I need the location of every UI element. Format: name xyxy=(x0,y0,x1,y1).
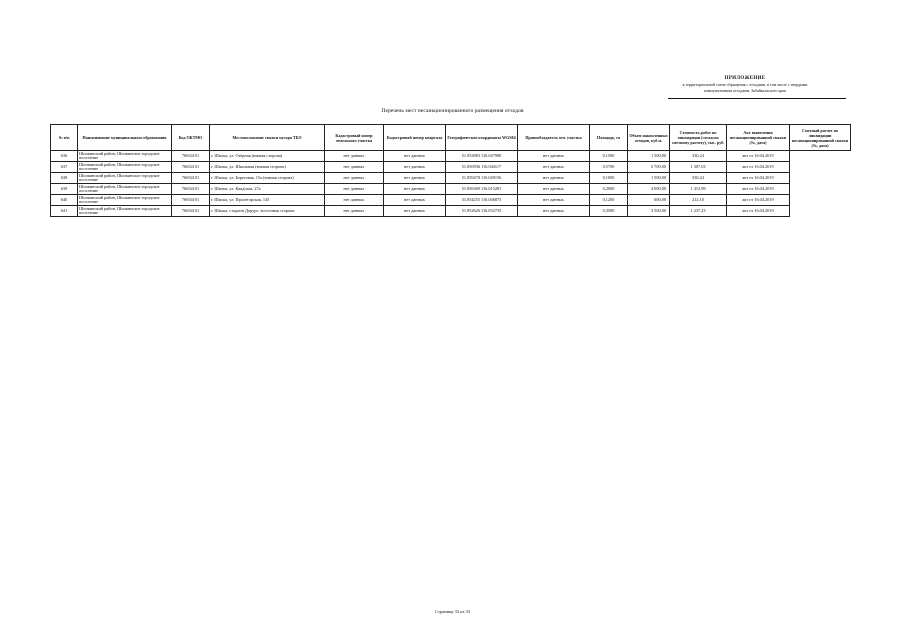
cell-oktmo: 76654101 xyxy=(172,195,210,206)
cell-cost: 330,24 xyxy=(670,151,727,162)
cell-coordinates: 51.852626 116.032735 xyxy=(446,206,518,217)
cell-area: 0,5700 xyxy=(590,162,628,173)
table-row xyxy=(51,151,851,162)
cell-act: акт от 16.04.2019 xyxy=(727,184,790,195)
cell-num: 641 xyxy=(51,206,78,217)
table-row xyxy=(51,184,851,195)
cell-cost: 1 307,03 xyxy=(670,162,727,173)
cell-volume: 3 500,00 xyxy=(628,206,670,217)
cell-owner: нет данных xyxy=(518,151,590,162)
cell-act: акт от 16.04.2019 xyxy=(727,151,790,162)
cell-estimate xyxy=(790,184,851,195)
cell-cadastral-quarter: нет данных xyxy=(384,162,446,173)
cell-location: г. Шилка, ул. Озёрная (южная сторона) xyxy=(210,151,325,162)
cell-cost: 1 237,23 xyxy=(670,206,727,217)
column-header: Местоположение свалки мусора ТБО xyxy=(210,125,325,151)
dumps-table xyxy=(50,124,851,217)
cell-owner: нет данных xyxy=(518,184,590,195)
column-header: Правообладатель зем. участка xyxy=(518,125,590,151)
appendix-rule xyxy=(668,98,846,99)
cell-owner: нет данных xyxy=(518,173,590,184)
cell-municipality: Шилкинский район, Шилкинское городское поселение xyxy=(78,184,172,195)
cell-estimate xyxy=(790,162,851,173)
column-header: Кадастровый номер квартала xyxy=(384,125,446,151)
cell-act: акт от 16.04.2019 xyxy=(727,173,790,184)
cell-location: г. Шилка, стадион Дорурс, восточная сторона xyxy=(210,206,325,217)
column-header: Стоимость работ по ликвидации (согласно сметному расчету), тыс. руб. xyxy=(670,125,727,151)
cell-volume: 600,00 xyxy=(628,195,670,206)
cell-location: г. Шилка, ул. Каядская, 27а xyxy=(210,184,325,195)
appendix-heading: ПРИЛОЖЕНИЕ xyxy=(724,76,766,81)
cell-location: г. Шилка, ул. Пролетарская, 145 xyxy=(210,195,325,206)
cell-estimate xyxy=(790,173,851,184)
cell-estimate xyxy=(790,206,851,217)
cell-num: 636 xyxy=(51,151,78,162)
cell-coordinates: 51.833883 116.047980 xyxy=(446,151,518,162)
cell-volume: 5 700,00 xyxy=(628,162,670,173)
cell-cadastral-land: нет данных xyxy=(325,173,384,184)
cell-estimate xyxy=(790,195,851,206)
table-header-row xyxy=(51,125,851,151)
cell-municipality: Шилкинский район, Шилкинское городское поселение xyxy=(78,206,172,217)
cell-cadastral-land: нет данных xyxy=(325,151,384,162)
cell-cadastral-land: нет данных xyxy=(325,195,384,206)
column-header: Код ОКТМО xyxy=(172,125,210,151)
cell-owner: нет данных xyxy=(518,195,590,206)
cell-cadastral-quarter: нет данных xyxy=(384,195,446,206)
cell-volume: 1 500,00 xyxy=(628,173,670,184)
cell-area: 0,1000 xyxy=(590,173,628,184)
cell-oktmo: 76654101 xyxy=(172,184,210,195)
cell-location: г. Шилка, ул. Школьная (южная сторона) xyxy=(210,162,325,173)
cell-area: 0,1500 xyxy=(590,151,628,162)
cell-area: 0,3500 xyxy=(590,206,628,217)
appendix-block xyxy=(640,76,850,94)
cell-municipality: Шилкинский район, Шилкинское городское поселение xyxy=(78,151,172,162)
column-header: Географические координаты WGS84 xyxy=(446,125,518,151)
cell-cadastral-quarter: нет данных xyxy=(384,206,446,217)
document-title: Перечень мест несанкционированного размещения отходов xyxy=(381,108,524,114)
cell-num: 640 xyxy=(51,195,78,206)
cell-coordinates: 51.856369 116.015281 xyxy=(446,184,518,195)
cell-act: акт от 16.04.2019 xyxy=(727,195,790,206)
cell-volume: 4 000,00 xyxy=(628,184,670,195)
page-footer: Страница 33 из 33 xyxy=(435,609,470,614)
column-header: Сметный расчет по ликвидации несанкционированной свалки (№, дата) xyxy=(790,125,851,151)
column-header: № п/п xyxy=(51,125,78,151)
cell-municipality: Шилкинский район, Шилкинское городское поселение xyxy=(78,173,172,184)
table-row xyxy=(51,162,851,173)
cell-cadastral-quarter: нет данных xyxy=(384,184,446,195)
cell-municipality: Шилкинский район, Шилкинское городское поселение xyxy=(78,162,172,173)
cell-cadastral-land: нет данных xyxy=(325,162,384,173)
cell-estimate xyxy=(790,151,851,162)
cell-num: 638 xyxy=(51,173,78,184)
table-row xyxy=(51,173,851,184)
cell-cost: 330,24 xyxy=(670,173,727,184)
cell-oktmo: 76654101 xyxy=(172,173,210,184)
cell-oktmo: 76654101 xyxy=(172,162,210,173)
cell-oktmo: 76654101 xyxy=(172,151,210,162)
cell-act: акт от 16.04.2019 xyxy=(727,206,790,217)
cell-num: 639 xyxy=(51,184,78,195)
cell-owner: нет данных xyxy=(518,206,590,217)
cell-area: 0,2000 xyxy=(590,184,628,195)
cell-municipality: Шилкинский район, Шилкинское городское поселение xyxy=(78,195,172,206)
cell-cost: 1 413,98 xyxy=(670,184,727,195)
cell-oktmo: 76654101 xyxy=(172,206,210,217)
cell-owner: нет данных xyxy=(518,162,590,173)
cell-location: г. Шилка, ул. Береговая, 15а (южная сторона) xyxy=(210,173,325,184)
cell-coordinates: 51.830936 116.044117 xyxy=(446,162,518,173)
cell-num: 637 xyxy=(51,162,78,173)
appendix-line-2: коммунальными отходами, Забайкальского края xyxy=(704,88,786,93)
cell-cadastral-quarter: нет данных xyxy=(384,151,446,162)
appendix-line-1: к территориальной схеме обращения с отходами, в том числе с твердыми xyxy=(682,82,808,87)
column-header: Акт выявления несанкционированной свалки (№, дата) xyxy=(727,125,790,151)
cell-area: 0,1200 xyxy=(590,195,628,206)
column-header: Наименование муниципального образования xyxy=(78,125,172,151)
column-header: Кадастровый номер земельного участка xyxy=(325,125,384,151)
table-row xyxy=(51,195,851,206)
cell-cadastral-land: нет данных xyxy=(325,184,384,195)
cell-act: акт от 16.04.2019 xyxy=(727,162,790,173)
table-row xyxy=(51,206,851,217)
cell-cadastral-land: нет данных xyxy=(325,206,384,217)
cell-cadastral-quarter: нет данных xyxy=(384,173,446,184)
column-header: Площадь, га xyxy=(590,125,628,151)
column-header: Объем накопленных отходов, куб.м. xyxy=(628,125,670,151)
cell-coordinates: 51.854255 116.046875 xyxy=(446,195,518,206)
cell-volume: 1 500,00 xyxy=(628,151,670,162)
cell-coordinates: 51.859478 116.049156 xyxy=(446,173,518,184)
cell-cost: 212,10 xyxy=(670,195,727,206)
